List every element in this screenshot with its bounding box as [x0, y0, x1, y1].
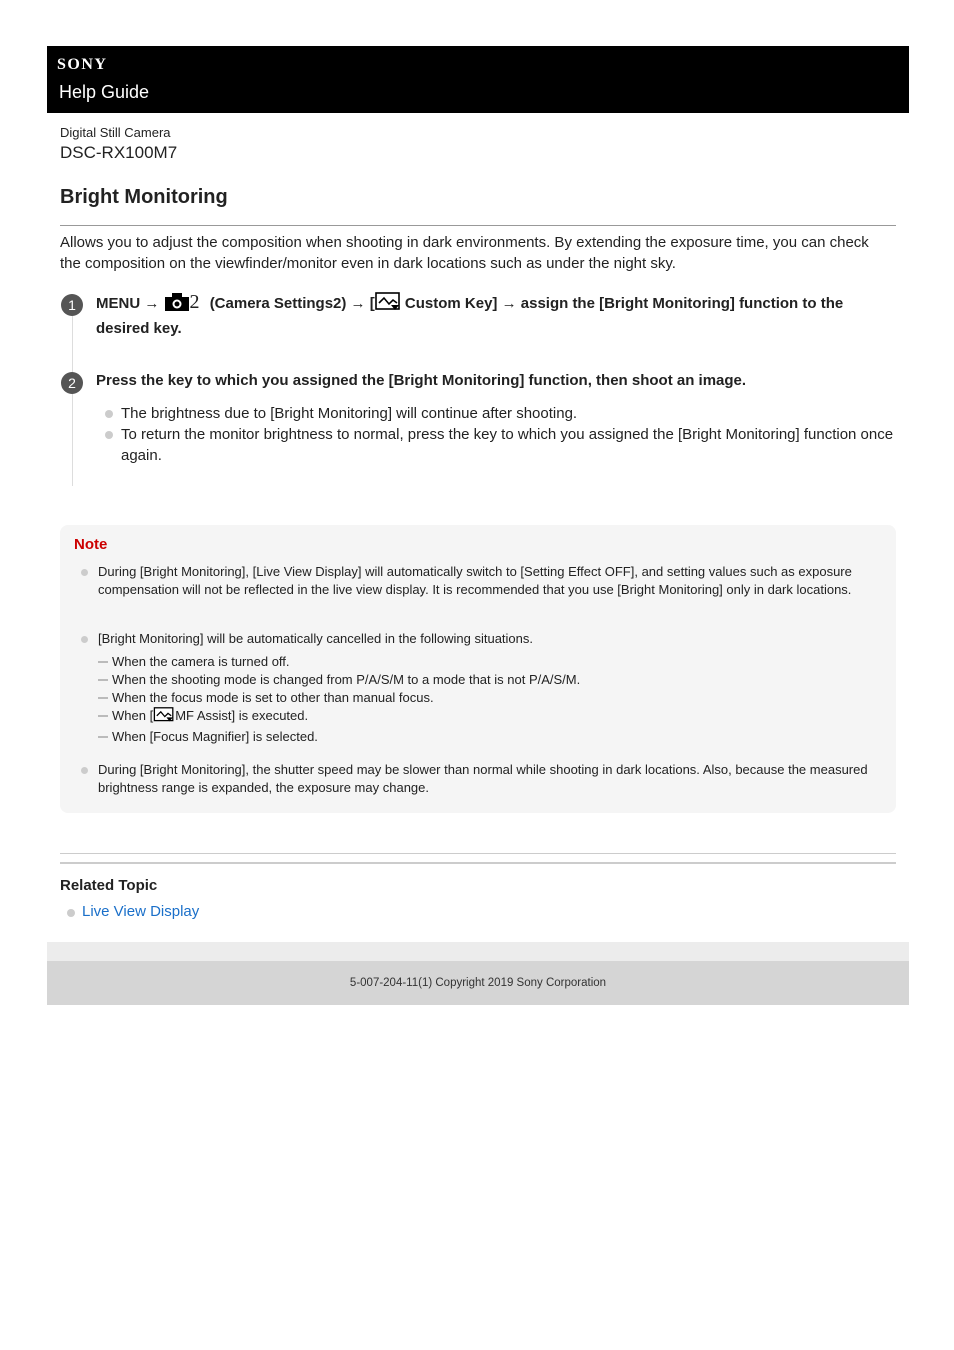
step-2-text: Press the key to which you assigned the [Bright Monitoring] function, then shoot an image. — [96, 372, 747, 389]
related-topic-heading: Related Topic — [60, 877, 158, 894]
note-list-1 — [80, 563, 870, 599]
help-guide-title: Help Guide — [59, 82, 150, 102]
step-1-menu: MENU → — [96, 295, 160, 312]
product-category: Digital Still Camera — [60, 125, 171, 140]
step-number-1: 1 — [61, 294, 83, 316]
note-item: During [Bright Monitoring], the shutter speed may be slower than normal while shooting in dark locations. Also, because the measured brightness range is expanded, the exposure may change. — [80, 761, 870, 797]
cancel-situations-list — [98, 653, 858, 746]
camera-icon — [164, 292, 190, 318]
footer-copyright: 5-007-204-11(1) Copyright 2019 Sony Corporation — [47, 961, 909, 1005]
product-model: DSC-RX100M7 — [60, 143, 178, 162]
sony-logo: SONY — [57, 56, 108, 73]
step-2-bullets — [105, 403, 895, 466]
note-heading: Note — [74, 536, 108, 553]
custom-key-icon — [153, 707, 175, 728]
title-divider — [60, 225, 896, 226]
custom-key-icon — [375, 292, 401, 318]
note-item: [Bright Monitoring] will be automatically cancelled in the following situations. — [80, 630, 870, 648]
situation-item-mf-assist — [98, 707, 858, 728]
step-1-custom-key: Custom Key] → assign the [Bright Monitoring] function to the desired key. — [96, 295, 844, 337]
note-item: During [Bright Monitoring], [Live View Display] will automatically switch to [Setting Effect OFF], and setting values such as exposure compensation will not be reflected in the live view display. It is recommended that you use [Bright Monitoring] only in dark locations. — [80, 563, 870, 599]
intro-paragraph: Allows you to adjust the composition when shooting in dark environments. By extending the exposure time, you can check the composition on the viewfinder/monitor even in dark locations such as under the night sky. — [60, 234, 869, 272]
step-1-camera-settings: (Camera Settings2) → [ — [209, 295, 375, 312]
camera-settings-index: 2 — [189, 291, 200, 313]
situation-mf-pre: When [ — [112, 708, 154, 723]
list-item — [67, 901, 199, 922]
situation-item: When the shooting mode is changed from P/A/S/M to a mode that is not P/A/S/M. — [98, 671, 858, 689]
section-divider — [60, 853, 896, 854]
note-box — [60, 525, 896, 813]
related-topic-list — [67, 901, 199, 922]
section-divider — [60, 862, 896, 864]
note-list-2 — [80, 630, 870, 648]
list-item: The brightness due to [Bright Monitoring] will continue after shooting. — [105, 403, 895, 424]
list-item: To return the monitor brightness to normal, press the key to which you assigned the [Bright Monitoring] function once again. — [105, 424, 895, 466]
situation-item: When the camera is turned off. — [98, 653, 858, 671]
related-link-live-view-display[interactable]: Live View Display — [82, 903, 200, 920]
situation-item: When [Focus Magnifier] is selected. — [98, 728, 858, 746]
situation-item: When the focus mode is set to other than manual focus. — [98, 689, 858, 707]
note-list-3 — [80, 761, 870, 797]
situation-mf-post: MF Assist] is executed. — [175, 708, 309, 723]
footer-top-band — [47, 942, 909, 961]
step-1-text — [96, 292, 896, 339]
header-bar — [47, 46, 909, 113]
page-title: Bright Monitoring — [60, 186, 228, 208]
step-number-2: 2 — [61, 372, 83, 394]
step-connector-line — [72, 316, 73, 486]
